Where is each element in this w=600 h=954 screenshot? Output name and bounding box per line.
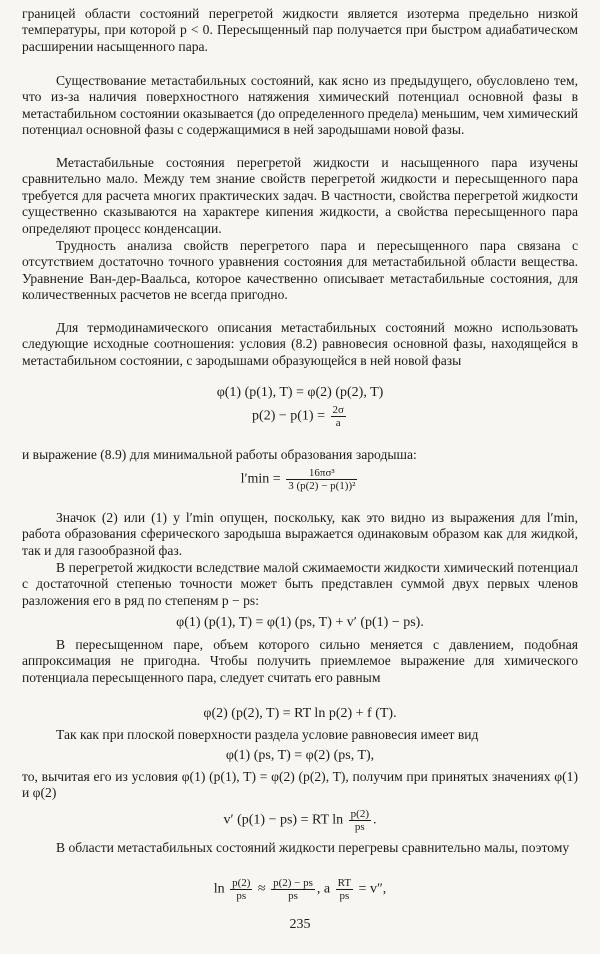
paragraph-min-work-intro: и выражение (8.9) для минимальной работы образования зародыша: xyxy=(22,447,417,462)
equation-pressure-difference xyxy=(0,404,600,429)
paragraph-continuation: границей области состояний перегретой жидкости является изотерма предельно низкой температуры, при которой p < 0. Пересыщенный пар получается при быстром адиабатическом расширении насыщенного пара. xyxy=(22,6,578,54)
paragraph-subtracting: то, вычитая его из условия φ(1) (p(1), T) = φ(2) (p(2), T), получим при принятых значениях φ(1) и φ(2) xyxy=(22,769,578,801)
eq3-fraction xyxy=(286,467,357,492)
eq8-ln: ln xyxy=(213,881,225,897)
eq2-numerator: 2σ xyxy=(332,404,344,416)
eq8-separator: , а xyxy=(316,881,331,897)
eq8-fraction-2 xyxy=(271,877,315,902)
equation-subtracted: v′ (p(1) − ps) = RT ln $\frac{p(2)}{ps}$ . xyxy=(223,808,377,833)
eq8-tail: = v″, xyxy=(358,881,387,897)
paragraph-flat-interface: Так как при плоской поверхности раздела условие равновесия имеет вид xyxy=(56,727,479,742)
equation-liquid-potential: φ(1) (p(1), T) = φ(1) (ps, T) + v′ (p(1) − ps). xyxy=(176,615,424,630)
equation-vapor-potential: φ(2) (p(2), T) = RT ln p(2) + f (T). xyxy=(203,706,397,721)
eq8-fraction-3 xyxy=(336,877,353,902)
paragraph-metastable-existence: Существование метастабильных состояний, как ясно из предыдущего, обусловлено тем, что из-за наличия поверхностного натяжения химический потенциал основной фазы в метастабильном состоянии оказывается (до определенного предела) меньшим, чем химический потенциал основной фазы с содержащимися в ней зародышами новой фазы. xyxy=(22,73,578,138)
eq8-f1-denominator: ps xyxy=(236,890,247,902)
paragraph-superheated-liquid: В перегретой жидкости вследствие малой сжимаемости жидкости химический потенциал с достаточной степенью точности может быть представлен суммой двух первых членов разложения его в ряд по степеням p − ps: xyxy=(22,560,578,608)
paragraph-thermo-description: Для термодинамического описания метастабильных состояний можно использовать следующие исходные соотношения: условия (8.2) равновесия основной фазы, находящейся в метастабильном состоянии, с зародышами образующейся в ней новой фазы xyxy=(22,320,578,368)
page-number: 235 xyxy=(289,917,311,932)
eq8-f2-denominator: ps xyxy=(288,890,298,902)
eq7-numerator: p(2) xyxy=(350,808,369,820)
equation-min-work xyxy=(0,467,600,492)
equation-log-approx xyxy=(0,877,600,902)
eq7-denominator: ps xyxy=(354,821,365,833)
eq7-fraction xyxy=(349,808,371,833)
eq2-denominator: a xyxy=(335,417,341,429)
paragraph-analysis-difficulty: Трудность анализа свойств перегретого пара и пересыщенного пара связана с отсутствием достаточно точного уравнения состояния для метастабильной области вещества. Уравнение Ван-дер-Ваальса, которое качественно описывает метастабильные состояния, для количественных расчетов не всегда пригодно. xyxy=(22,238,578,303)
eq8-approx-sign: ≈ xyxy=(257,881,266,897)
eq8-f1-numerator: p(2) xyxy=(232,877,251,889)
eq8-fraction-1 xyxy=(230,877,252,902)
eq2-fraction xyxy=(331,404,346,429)
eq3-lhs: l′min = xyxy=(240,471,281,487)
eq8-f3-denominator: ps xyxy=(339,890,350,902)
paragraph-index-omitted: Значок (2) или (1) у l′min опущен, поскольку, как это видно из выражения для l′min, работа образования сферического зародыша выражается одинаковым образом как для жидкой, так и для газообразной фаз. xyxy=(22,510,578,558)
paragraph-metastable-study: Метастабильные состояния перегретой жидкости и насыщенного пара изучены сравнительно мало. Между тем знание свойств перегретой жидкости и пересыщенного пара требуется для расчета многих практических задач. В частности, свойства перегретой жидкости существенно сказываются на характере кипения жидкости, а свойства пересыщенного пара определяют процесс конденсации. xyxy=(22,155,578,236)
eq8-f3-numerator: RT xyxy=(337,877,352,889)
eq3-denominator: 3 (p(2) − p(1))² xyxy=(288,480,356,492)
eq3-numerator: 16πσ³ xyxy=(286,467,357,480)
equation-phase-equilibrium: φ(1) (p(1), T) = φ(2) (p(2), T) xyxy=(216,385,384,400)
eq8-f2-numerator: p(2) − ps xyxy=(273,877,313,889)
eq2-lhs: p(2) − p(1) = xyxy=(252,408,325,424)
paragraph-small-superheats: В области метастабильных состояний жидкости перегревы сравнительно малы, поэтому xyxy=(56,840,570,855)
eq7-lhs: v′ (p(1) − ps) = RT ln xyxy=(223,812,344,828)
paragraph-supersaturated-vapor: В пересыщенном паре, объем которого сильно меняется с давлением, подобная аппроксимация не пригодна. Чтобы получить приемлемое выражение для химического потенциала пересыщенного пара, следует считать его равным xyxy=(22,637,578,685)
equation-flat-equilibrium: φ(1) (ps, T) = φ(2) (ps, T), xyxy=(225,748,375,763)
